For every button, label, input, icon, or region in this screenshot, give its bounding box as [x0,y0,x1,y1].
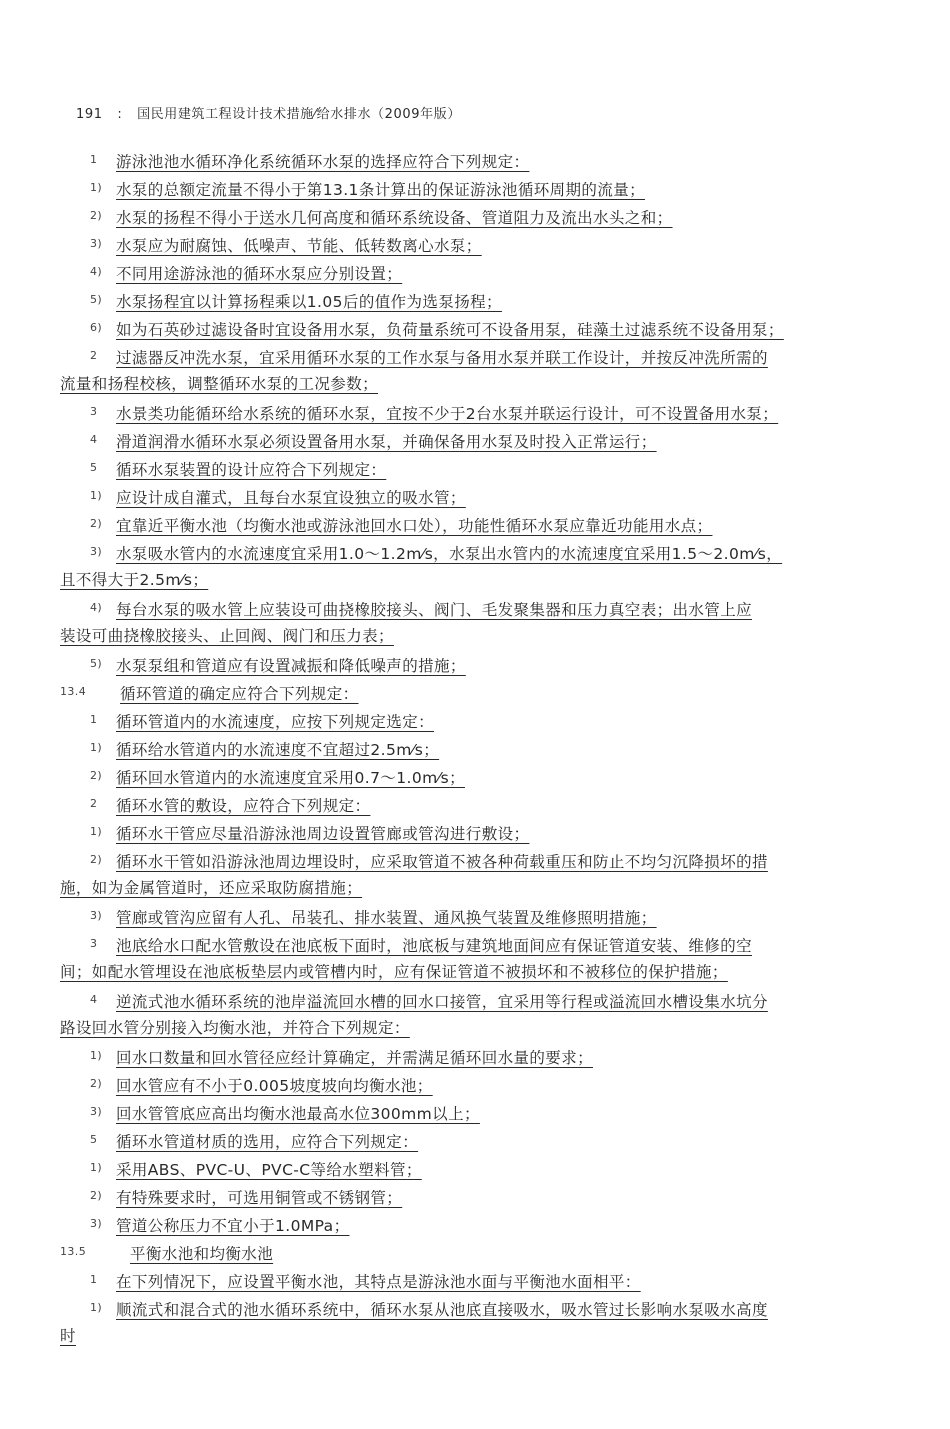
item-marker: 1 [90,153,98,166]
line-text: 回水管应有不小于0.005坡度坡向均衡水池； [116,1077,433,1095]
line-text: 滑道润滑水循环水泵必须设置备用水泵，并确保备用水泵及时投入正常运行； [116,433,657,451]
text-line [90,314,892,344]
item-marker: 1) [90,1301,103,1314]
item-marker: 1 [90,713,98,726]
text-line [60,1322,892,1350]
text-line [90,594,892,624]
text-line [90,174,892,204]
line-text: 循环水管的敷设，应符合下列规定： [116,797,371,815]
item-marker: 5 [90,1133,98,1146]
text-line [90,286,892,316]
text-line [90,398,892,428]
item-marker: 3) [90,1105,103,1118]
line-text: 水景类功能循环给水系统的循环水泵，宜按不少于2台水泵并联运行设计，可不设置备用水泵； [116,405,779,423]
section-number: 13.4 [60,685,87,698]
line-text: 宜靠近平衡水池（均衡水池或游泳池回水口处），功能性循环水泵应靠近功能用水点； [116,517,713,535]
text-line [90,342,892,372]
item-marker: 1) [90,489,103,502]
line-text: 循环水干管如沿游泳池周边埋设时，应采取管道不被各种荷载重压和防止不均匀沉降损坏的措 [116,853,768,871]
page-header [76,103,876,122]
item-marker: 3) [90,909,103,922]
line-text: 装设可曲挠橡胶接头、止回阀、阀门和压力表； [60,627,394,645]
text-line [90,202,892,232]
text-line [90,734,892,764]
line-text: 路设回水管分别接入均衡水池，并符合下列规定： [60,1019,410,1037]
item-marker: 6) [90,321,103,334]
running-title: 国民用建筑工程设计技术措施⁄给水排水（2009年版） [137,107,461,122]
text-line [90,1070,892,1100]
item-marker: 3) [90,237,103,250]
item-marker: 1) [90,741,103,754]
text-line [90,818,892,848]
text-line [90,1098,892,1128]
item-marker: 3) [90,545,103,558]
text-line [90,930,892,960]
line-text: 回水管管底应高出均衡水池最高水位300mm以上； [116,1105,480,1123]
text-line [90,706,892,736]
text-line [90,230,892,260]
line-text: 循环水泵装置的设计应符合下列规定： [116,461,387,479]
text-line [60,622,892,650]
text-line [90,1042,892,1072]
text-line [60,1014,892,1042]
item-marker: 1) [90,181,103,194]
line-text: 且不得大于2.5m⁄s； [60,571,209,589]
line-text: 时 [60,1327,76,1345]
line-text: 过滤器反冲洗水泵，宜采用循环水泵的工作水泵与备用水泵并联工作设计，并按反冲洗所需的 [116,349,768,367]
line-text: 水泵吸水管内的水流速度宜采用1.0～1.2m⁄s，水泵出水管内的水流速度宜采用1.5～2.0m⁄s， [116,545,783,563]
line-text: 平衡水池和均衡水池 [130,1245,274,1263]
text-line [90,454,892,484]
item-marker: 2) [90,209,103,222]
text-line [90,510,892,540]
line-text: 游泳池池水循环净化系统循环水泵的选择应符合下列规定： [116,153,530,171]
line-text: 水泵的扬程不得小于送水几何高度和循环系统设备、管道阻力及流出水头之和； [116,209,673,227]
item-marker: 3) [90,1217,103,1230]
text-line [90,426,892,456]
text-line [60,370,892,398]
line-text: 水泵扬程宜以计算扬程乘以1.05后的值作为选泵扬程； [116,293,502,311]
text-line [90,1182,892,1212]
line-text: 循环给水管道内的水流速度不宜超过2.5m⁄s； [116,741,440,759]
item-marker: 2 [90,797,98,810]
item-marker: 4) [90,265,103,278]
line-text: 回水口数量和回水管径应经计算确定，并需满足循环回水量的要求； [116,1049,594,1067]
text-line [60,874,892,902]
item-marker: 3 [90,405,98,418]
text-line [90,762,892,792]
line-text: 循环管道内的水流速度，应按下列规定选定： [116,713,435,731]
text-line [90,1294,892,1324]
section-heading [60,1238,892,1268]
line-text: 每台水泵的吸水管上应装设可曲挠橡胶接头、阀门、毛发聚集器和压力真空表；出水管上应 [116,601,753,619]
section-number: 13.5 [60,1245,87,1258]
line-text: 间；如配水管埋设在池底板垫层内或管槽内时，应有保证管道不被损坏和不被移位的保护措施； [60,963,728,981]
item-marker: 2) [90,769,103,782]
line-text: 采用ABS、PVC-U、PVC-C等给水塑料管； [116,1161,422,1179]
text-line [90,1266,892,1296]
line-text: 流量和扬程校核，调整循环水泵的工况参数； [60,375,379,393]
text-line [90,146,892,176]
text-line [90,1154,892,1184]
line-text: 应设计成自灌式，且每台水泵宜设独立的吸水管； [116,489,466,507]
line-text: 循环水干管应尽量沿游泳池周边设置管廊或管沟进行敷设； [116,825,530,843]
line-text: 如为石英砂过滤设备时宜设备用水泵，负荷量系统可不设备用泵，硅藻土过滤系统不设备用泵； [116,321,784,339]
line-text: 有特殊要求时，可选用铜管或不锈钢管； [116,1189,403,1207]
item-marker: 5) [90,293,103,306]
line-text: 在下列情况下，应设置平衡水池，其特点是游泳池水面与平衡池水面相平： [116,1273,641,1291]
item-marker: 5) [90,657,103,670]
line-text: 顺流式和混合式的池水循环系统中，循环水泵从池底直接吸水，吸水管过长影响水泵吸水高度 [116,1301,768,1319]
line-text: 池底给水口配水管敷设在池底板下面时，池底板与建筑地面间应有保证管道安装、维修的空 [116,937,753,955]
text-line [60,566,892,594]
text-line [90,790,892,820]
item-marker: 2) [90,1189,103,1202]
item-marker: 3 [90,937,98,950]
item-marker: 4 [90,993,98,1006]
item-marker: 2) [90,517,103,530]
text-line [90,538,892,568]
line-text: 水泵的总额定流量不得小于第13.1条计算出的保证游泳池循环周期的流量； [116,181,646,199]
page-number: 191 [76,107,103,122]
text-line [90,1126,892,1156]
item-marker: 1) [90,1161,103,1174]
line-text: 水泵应为耐腐蚀、低噪声、节能、低转数离心水泵； [116,237,482,255]
text-line [90,986,892,1016]
line-text: 循环水管道材质的选用，应符合下列规定： [116,1133,419,1151]
line-text: 管廊或管沟应留有人孔、吊装孔、排水装置、通风换气装置及维修照明措施； [116,909,657,927]
text-line [60,958,892,986]
text-line [90,902,892,932]
item-marker: 2) [90,853,103,866]
item-marker: 2 [90,349,98,362]
item-marker: 4 [90,433,98,446]
item-marker: 5 [90,461,98,474]
item-marker: 4) [90,601,103,614]
line-text: 循环回水管道内的水流速度宜采用0.7～1.0m⁄s； [116,769,465,787]
line-text: 循环管道的确定应符合下列规定： [120,685,359,703]
section-heading [60,678,892,708]
text-line [90,650,892,680]
item-marker: 1) [90,825,103,838]
line-text: 管道公称压力不宜小于1.0MPa； [116,1217,350,1235]
text-line [90,258,892,288]
line-text: 水泵泵组和管道应有设置减振和降低噪声的措施； [116,657,466,675]
line-text: 施，如为金属管道时，还应采取防腐措施； [60,879,363,897]
text-line [90,482,892,512]
item-marker: 1) [90,1049,103,1062]
header-separator: : [117,107,123,122]
text-line [90,1210,892,1240]
text-line [90,846,892,876]
line-text: 逆流式池水循环系统的池岸溢流回水槽的回水口接管，宜采用等行程或溢流回水槽设集水坑分 [116,993,768,1011]
item-marker: 1 [90,1273,98,1286]
line-text: 不同用途游泳池的循环水泵应分别设置； [116,265,403,283]
item-marker: 2) [90,1077,103,1090]
